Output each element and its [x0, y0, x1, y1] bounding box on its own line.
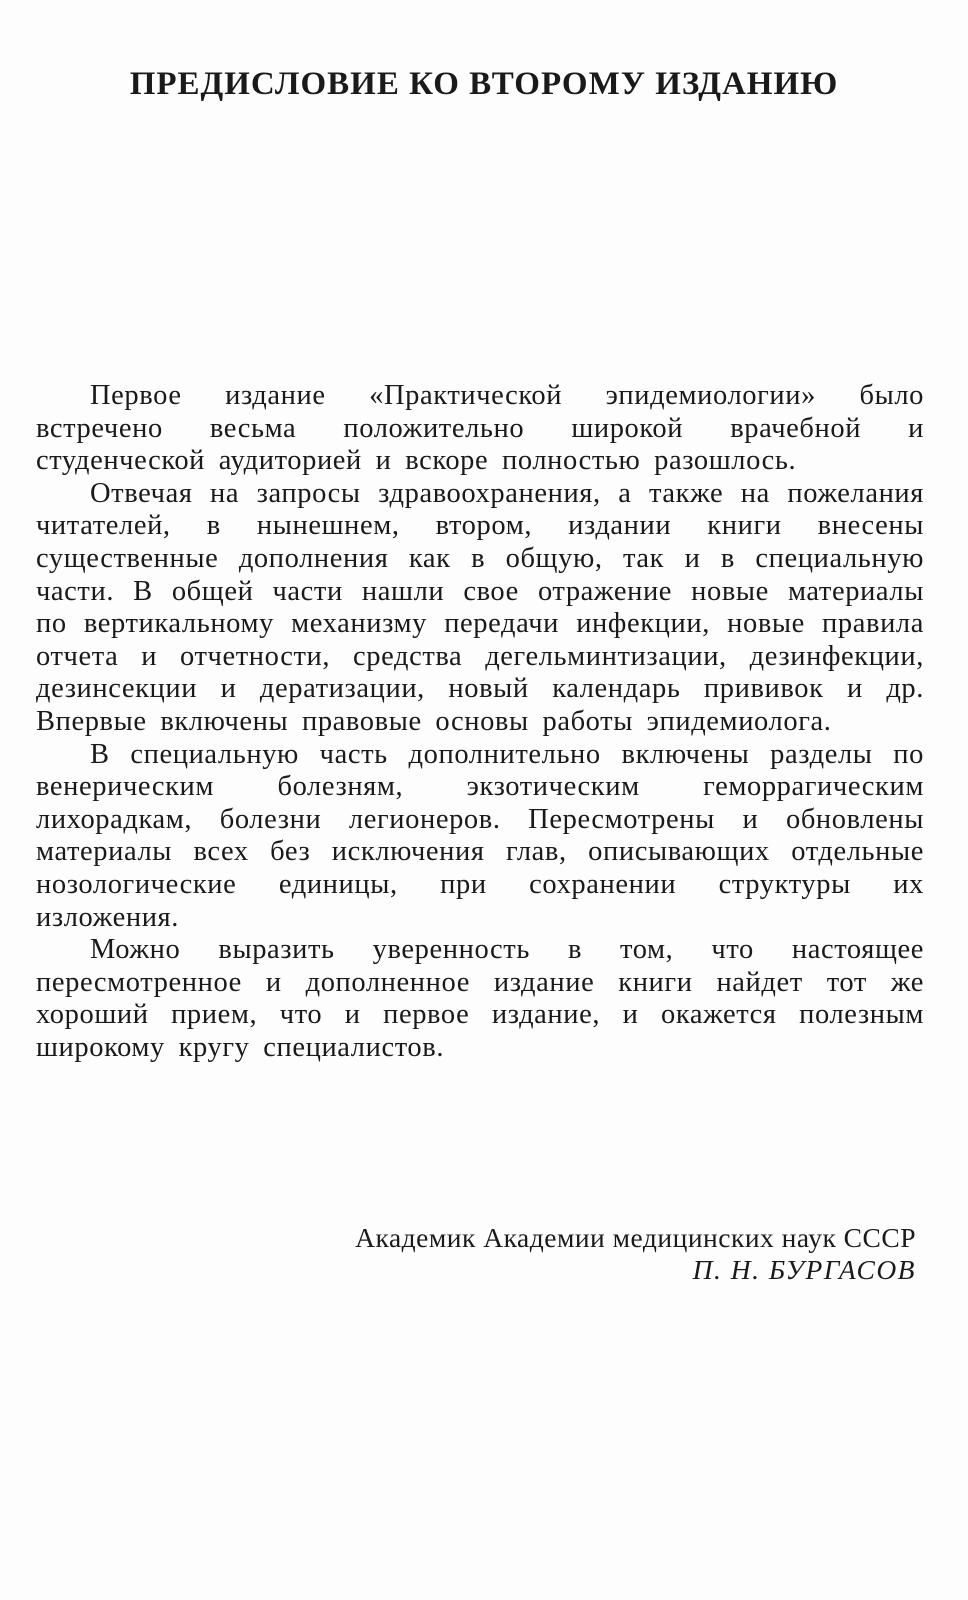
signature-position: Академик Академии медицинских наук СССР [355, 1222, 916, 1253]
paragraph-1: Первое издание «Практической эпидемиологии» было встречено весьма положительно широкой врачебной и студенческой аудиторией и вскоре полностью разошлось. [36, 380, 924, 477]
page-title: ПРЕДИСЛОВИЕ КО ВТОРОМУ ИЗДАНИЮ [129, 66, 839, 102]
signature-name: П. Н. БУРГАСОВ [692, 1254, 916, 1285]
signature-block [355, 1222, 916, 1286]
paragraph-4: Можно выразить уверенность в том, что настоящее пересмотренное и дополненное издание книги найдет тот же хороший прием, что и первое издание, и окажется полезным широкому кругу специалистов. [36, 934, 924, 1063]
paragraph-2: Отвечая на запросы здравоохранения, а также на пожелания читателей, в нынешнем, втором, издании книги внесены существенные дополнения как в общую, так и в специальную части. В общей части нашли свое отражение новые материалы по вертикальному механизму передачи инфекции, новые правила отчета и отчетности, средства дегельминтизации, дезинфекции, дезинсекции и дератизации, новый календарь прививок и др. Впервые включены правовые основы работы эпидемиолога. [36, 477, 924, 737]
paragraph-3: В специальную часть дополнительно включены разделы по венерическим болезням, экзотическим геморрагическим лихорадкам, болезни легионеров. Пересмотрены и обновлены материалы всех без исключения глав, описывающих отдельные нозологические единицы, при сохранении структуры их изложения. [36, 738, 924, 933]
preface-body [36, 380, 924, 1064]
